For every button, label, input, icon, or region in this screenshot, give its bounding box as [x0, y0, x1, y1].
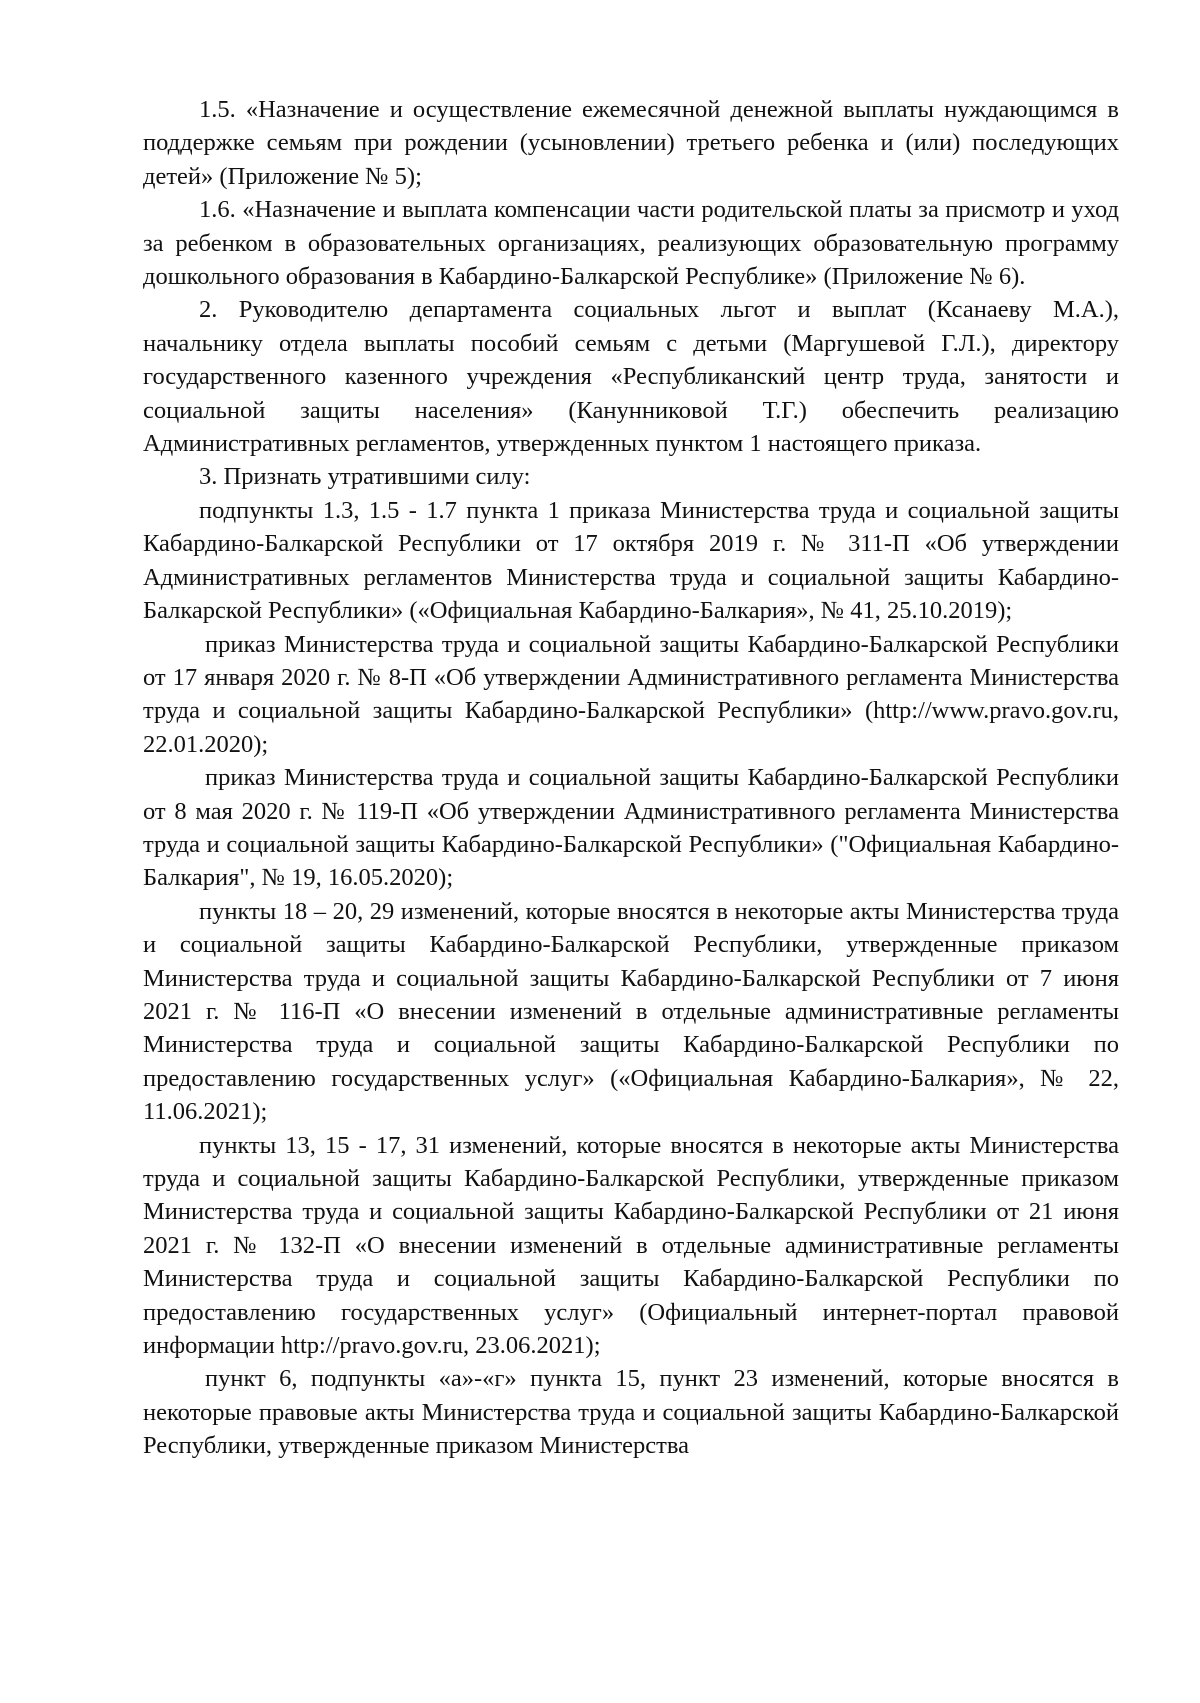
paragraph-points-order-116: пункты 18 – 20, 29 изменений, которые вносятся в некоторые акты Министерства труда и социальной защиты Кабардино-Балкарской Республики, утвержденные приказом Министерства труда и социальной защиты Кабардино-Балкарской Республики от 7 июня 2021 г. № 116-П «О внесении изменений в отдельные административные регламенты Министерства труда и социальной защиты Кабардино-Балкарской Республики по предоставлению государственных услуг» («Официальная Кабардино-Балкария», № 22, 11.06.2021);: [143, 897, 1119, 1126]
paragraph-3: 3. Признать утратившими силу:: [199, 463, 531, 491]
paragraph-1-6: 1.6. «Назначение и выплата компенсации части родительской платы за присмотр и уход за ребенком в образовательных организациях, реализующих образовательную программу дошкольного образования в Кабардино-Балкарской Республике» (Приложение № 6).: [143, 196, 1119, 291]
paragraph-1-5: 1.5. «Назначение и осуществление ежемесячной денежной выплаты нуждающимся в поддержке семьям при рождении (усыновлении) третьего ребенка и (или) последующих детей» (Приложение № 5);: [143, 96, 1119, 190]
paragraph-point-6: пункт 6, подпункты «а»-«г» пункта 15, пункт 23 изменений, которые вносятся в некоторые правовые акты Министерства труда и социальной защиты Кабардино-Балкарской Республики, утвержденные приказом Министерства: [143, 1365, 1119, 1460]
paragraph-order-119: приказ Министерства труда и социальной защиты Кабардино-Балкарской Республики от 8 мая 2020 г. № 119-П «Об утверждении Административного регламента Министерства труда и социальной защиты Кабардино-Балкарской Республики» ("Официальная Кабардино-Балкария", № 19, 16.05.2020);: [143, 764, 1119, 892]
paragraph-2: 2. Руководителю департамента социальных льгот и выплат (Ксанаеву М.А.), начальнику отдела выплаты пособий семьям с детьми (Маргушевой Г.Л.), директору государственного казенного учреждения «Республиканский центр труда, занятости и социальной защиты населения» (Канунниковой Т.Г.) обеспечить реализацию Административных регламентов, утвержденных пунктом 1 настоящего приказа.: [143, 296, 1119, 458]
paragraph-points-order-132: пункты 13, 15 - 17, 31 изменений, которые вносятся в некоторые акты Министерства труда и социальной защиты Кабардино-Балкарской Республики, утвержденные приказом Министерства труда и социальной защиты Кабардино-Балкарской Республики от 21 июня 2021 г. № 132-П «О внесении изменений в отдельные административные регламенты Министерства труда и социальной защиты Кабардино-Балкарской Республики по предоставлению государственных услуг» (Официальный интернет-портал правовой информации http://pravo.gov.ru, 23.06.2021);: [143, 1131, 1119, 1360]
paragraph-order-8: приказ Министерства труда и социальной защиты Кабардино-Балкарской Республики от 17 января 2020 г. № 8-П «Об утверждении Административного регламента Министерства труда и социальной защиты Кабардино-Балкарской Республики» (http://www.pravo.gov.ru, 22.01.2020);: [143, 630, 1119, 758]
paragraph-subpoints-order-311: подпункты 1.3, 1.5 - 1.7 пункта 1 приказа Министерства труда и социальной защиты Кабардино-Балкарской Республики от 17 октября 2019 г. № 311-П «Об утверждении Административных регламентов Министерства труда и социальной защиты Кабардино-Балкарской Республики» («Официальная Кабардино-Балкария», № 41, 25.10.2019);: [143, 496, 1119, 625]
document-page: [143, 93, 1119, 1463]
